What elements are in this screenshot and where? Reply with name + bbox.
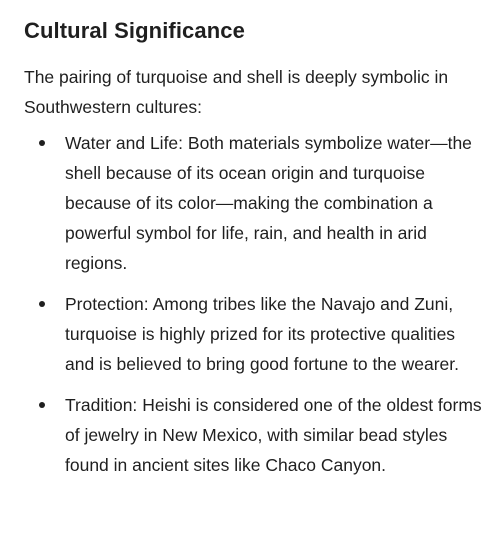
intro-paragraph: The pairing of turquoise and shell is deeply symbolic in Southwestern cultures: — [24, 67, 449, 117]
list-item-water-and-life — [24, 128, 486, 278]
list-item-text: Heishi is considered one of the oldest forms of jewelry in New Mexico, with similar bead styles found in ancient sites like Chaco Canyon. — [65, 395, 482, 475]
list-item-tradition — [24, 390, 486, 480]
list-item-term: Protection: — [65, 294, 149, 314]
list-item-term: Water and Life: — [65, 133, 184, 153]
list-item-text: Both materials symbolize water—the shell because of its ocean origin and turquoise because of its color—making the combination a powerful symbol for life, rain, and health in arid regions. — [65, 133, 472, 273]
section-heading: Cultural Significance — [24, 18, 245, 43]
cultural-significance-section — [24, 14, 486, 491]
list-item-term: Tradition: — [65, 395, 138, 415]
list-item-text: Among tribes like the Navajo and Zuni, turquoise is highly prized for its protective qualities and is believed to bring good fortune to the wearer. — [65, 294, 460, 374]
significance-list — [24, 128, 486, 480]
bullet-icon — [39, 301, 45, 307]
bullet-icon — [39, 402, 45, 408]
bullet-icon — [39, 140, 45, 146]
list-item-protection — [24, 289, 486, 379]
